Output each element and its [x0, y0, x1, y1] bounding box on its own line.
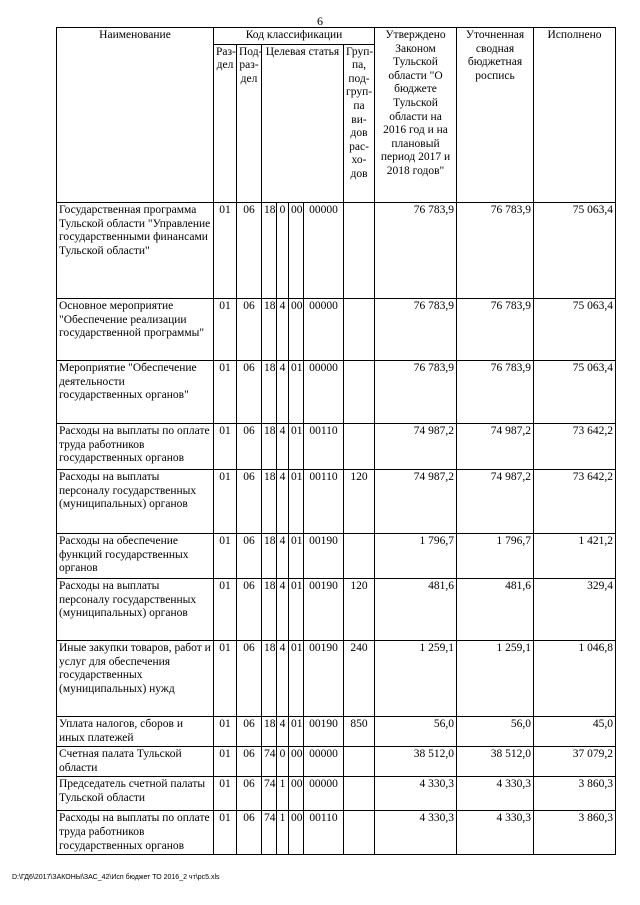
- row-approved: 4 330,3: [375, 777, 457, 811]
- row-approved: 56,0: [375, 717, 457, 747]
- header-executed: Исполнено: [534, 28, 616, 203]
- row-refined: 38 512,0: [457, 747, 534, 777]
- row-target-2: 4: [277, 424, 289, 470]
- row-podrazdel: 06: [237, 299, 262, 361]
- row-target-2: 4: [277, 641, 289, 717]
- row-executed: 75 063,4: [534, 361, 616, 424]
- row-razdel: 01: [214, 534, 237, 579]
- header-approved: Утверждено Законом Тульской области "О бюджете Тульской области на 2016 год и на плановый период 2017 и 2018 годов": [375, 28, 457, 203]
- row-group: [344, 811, 375, 855]
- row-target-4: 00110: [304, 811, 344, 855]
- table-row: [57, 777, 616, 811]
- row-approved: 74 987,2: [375, 424, 457, 470]
- row-refined: 481,6: [457, 579, 534, 641]
- header-target: Целевая статья: [262, 44, 344, 202]
- row-name: Иные закупки товаров, работ и услуг для обеспечения государственных (муниципальных) нужд: [57, 641, 214, 717]
- table-row: [57, 424, 616, 470]
- table-row: [57, 470, 616, 534]
- row-group: 120: [344, 470, 375, 534]
- row-group: 850: [344, 717, 375, 747]
- row-executed: 75 063,4: [534, 299, 616, 361]
- row-group: [344, 777, 375, 811]
- row-group: 240: [344, 641, 375, 717]
- table-row: [57, 717, 616, 747]
- row-target-4: 00110: [304, 424, 344, 470]
- row-podrazdel: 06: [237, 747, 262, 777]
- row-target-4: 00110: [304, 470, 344, 534]
- row-approved: 38 512,0: [375, 747, 457, 777]
- row-approved: 76 783,9: [375, 299, 457, 361]
- row-podrazdel: 06: [237, 717, 262, 747]
- row-target-1: 18: [262, 579, 277, 641]
- row-target-4: 00000: [304, 777, 344, 811]
- row-razdel: 01: [214, 747, 237, 777]
- row-executed: 45,0: [534, 717, 616, 747]
- row-refined: 56,0: [457, 717, 534, 747]
- row-razdel: 01: [214, 717, 237, 747]
- row-razdel: 01: [214, 811, 237, 855]
- row-razdel: 01: [214, 579, 237, 641]
- table-row: [57, 641, 616, 717]
- row-target-3: 01: [289, 470, 304, 534]
- row-razdel: 01: [214, 361, 237, 424]
- row-name: Расходы на выплаты персоналу государственных (муниципальных) органов: [57, 470, 214, 534]
- row-target-4: 00000: [304, 747, 344, 777]
- table-row: [57, 534, 616, 579]
- header-group: Груп-па, под-груп-па ви-дов рас-хо-дов: [344, 44, 375, 202]
- row-podrazdel: 06: [237, 811, 262, 855]
- row-name: Государственная программа Тульской области "Управление государственными финансами Тульской области": [57, 203, 214, 299]
- row-target-1: 74: [262, 811, 277, 855]
- row-target-3: 00: [289, 203, 304, 299]
- page-number: 6: [317, 14, 323, 28]
- table-row: [57, 203, 616, 299]
- row-podrazdel: 06: [237, 203, 262, 299]
- row-target-4: 00000: [304, 299, 344, 361]
- row-target-1: 18: [262, 470, 277, 534]
- table-row: [57, 579, 616, 641]
- row-razdel: 01: [214, 299, 237, 361]
- table-row: [57, 811, 616, 855]
- row-podrazdel: 06: [237, 534, 262, 579]
- row-name: Расходы на обеспечение функций государственных органов: [57, 534, 214, 579]
- row-group: [344, 203, 375, 299]
- row-target-1: 18: [262, 203, 277, 299]
- row-name: Расходы на выплаты по оплате труда работников государственных органов: [57, 424, 214, 470]
- row-target-2: 0: [277, 203, 289, 299]
- row-target-2: 4: [277, 299, 289, 361]
- row-target-3: 01: [289, 579, 304, 641]
- header-refined: Уточненная сводная бюджетная роспись: [457, 28, 534, 203]
- row-target-1: 74: [262, 747, 277, 777]
- row-approved: 481,6: [375, 579, 457, 641]
- header-name: Наименование: [57, 28, 214, 203]
- row-target-3: 01: [289, 717, 304, 747]
- row-group: [344, 424, 375, 470]
- row-executed: 3 860,3: [534, 811, 616, 855]
- row-target-4: 00000: [304, 203, 344, 299]
- row-refined: 1 796,7: [457, 534, 534, 579]
- row-razdel: 01: [214, 424, 237, 470]
- row-executed: 37 079,2: [534, 747, 616, 777]
- row-target-3: 00: [289, 811, 304, 855]
- row-razdel: 01: [214, 777, 237, 811]
- row-name: Уплата налогов, сборов и иных платежей: [57, 717, 214, 747]
- row-refined: 74 987,2: [457, 470, 534, 534]
- row-group: [344, 747, 375, 777]
- row-podrazdel: 06: [237, 641, 262, 717]
- row-group: [344, 361, 375, 424]
- row-target-2: 1: [277, 777, 289, 811]
- row-name: Расходы на выплаты по оплате труда работников государственных органов: [57, 811, 214, 855]
- row-target-2: 4: [277, 534, 289, 579]
- row-name: Основное мероприятие "Обеспечение реализации государственной программы": [57, 299, 214, 361]
- row-approved: 74 987,2: [375, 470, 457, 534]
- row-target-4: 00190: [304, 717, 344, 747]
- header-code: Код классификации: [214, 28, 375, 45]
- row-group: [344, 299, 375, 361]
- row-name: Расходы на выплаты персоналу государственных (муниципальных) органов: [57, 579, 214, 641]
- row-razdel: 01: [214, 203, 237, 299]
- row-approved: 1 259,1: [375, 641, 457, 717]
- row-target-1: 18: [262, 534, 277, 579]
- table-row: [57, 361, 616, 424]
- row-approved: 4 330,3: [375, 811, 457, 855]
- row-target-4: 00190: [304, 534, 344, 579]
- row-refined: 4 330,3: [457, 777, 534, 811]
- row-name: Счетная палата Тульской области: [57, 747, 214, 777]
- row-target-2: 4: [277, 717, 289, 747]
- row-executed: 1 046,8: [534, 641, 616, 717]
- row-razdel: 01: [214, 470, 237, 534]
- row-target-1: 18: [262, 717, 277, 747]
- row-target-3: 00: [289, 299, 304, 361]
- row-approved: 1 796,7: [375, 534, 457, 579]
- header-podrazdel: Под-раз-дел: [237, 44, 262, 202]
- header-razdel: Раз-дел: [214, 44, 237, 202]
- row-target-3: 00: [289, 777, 304, 811]
- row-approved: 76 783,9: [375, 361, 457, 424]
- row-target-1: 74: [262, 777, 277, 811]
- row-target-3: 01: [289, 641, 304, 717]
- row-refined: 76 783,9: [457, 299, 534, 361]
- row-group: [344, 534, 375, 579]
- row-target-3: 00: [289, 747, 304, 777]
- file-path-footer: D:\ГД6\2017\ЗАКОНЫ\ЗАС_42\Исп бюджет ТО 2016_2 чт\рс5.xls: [12, 874, 220, 881]
- row-podrazdel: 06: [237, 579, 262, 641]
- row-target-3: 01: [289, 424, 304, 470]
- row-target-4: 00190: [304, 579, 344, 641]
- row-refined: 1 259,1: [457, 641, 534, 717]
- row-target-3: 01: [289, 361, 304, 424]
- table-row: [57, 299, 616, 361]
- row-group: 120: [344, 579, 375, 641]
- row-podrazdel: 06: [237, 777, 262, 811]
- row-target-1: 18: [262, 299, 277, 361]
- row-target-2: 4: [277, 361, 289, 424]
- row-executed: 73 642,2: [534, 424, 616, 470]
- row-target-1: 18: [262, 424, 277, 470]
- row-podrazdel: 06: [237, 361, 262, 424]
- row-executed: 75 063,4: [534, 203, 616, 299]
- row-target-2: 4: [277, 470, 289, 534]
- table-row: [57, 747, 616, 777]
- row-target-4: 00000: [304, 361, 344, 424]
- row-executed: 3 860,3: [534, 777, 616, 811]
- row-approved: 76 783,9: [375, 203, 457, 299]
- row-target-2: 1: [277, 811, 289, 855]
- row-refined: 76 783,9: [457, 203, 534, 299]
- row-refined: 4 330,3: [457, 811, 534, 855]
- row-name: Мероприятие "Обеспечение деятельности государственных органов": [57, 361, 214, 424]
- row-target-1: 18: [262, 641, 277, 717]
- row-refined: 74 987,2: [457, 424, 534, 470]
- row-target-2: 0: [277, 747, 289, 777]
- row-name: Председатель счетной палаты Тульской области: [57, 777, 214, 811]
- row-razdel: 01: [214, 641, 237, 717]
- row-executed: 1 421,2: [534, 534, 616, 579]
- row-target-3: 01: [289, 534, 304, 579]
- budget-table: [56, 27, 616, 855]
- row-target-2: 4: [277, 579, 289, 641]
- row-target-4: 00190: [304, 641, 344, 717]
- row-executed: 73 642,2: [534, 470, 616, 534]
- row-podrazdel: 06: [237, 470, 262, 534]
- row-target-1: 18: [262, 361, 277, 424]
- row-executed: 329,4: [534, 579, 616, 641]
- row-podrazdel: 06: [237, 424, 262, 470]
- row-refined: 76 783,9: [457, 361, 534, 424]
